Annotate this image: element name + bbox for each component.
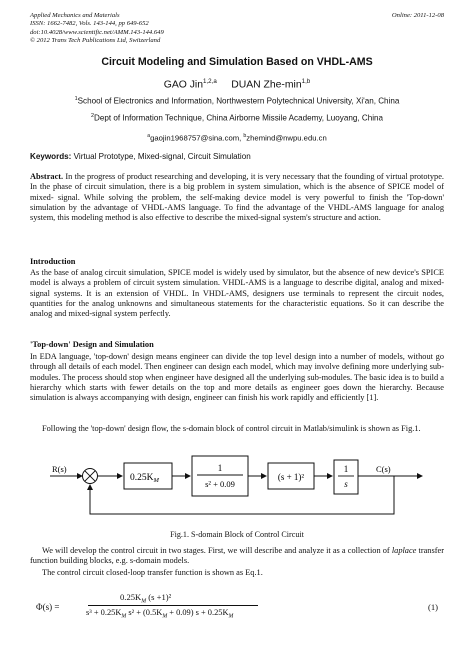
abstract — [30, 172, 444, 223]
topdown-heading: 'Top-down' Design and Simulation — [30, 340, 154, 349]
tf-num: 1 — [217, 463, 223, 473]
intro-heading: Introduction — [30, 257, 76, 266]
block-diagram-svg — [46, 452, 426, 528]
gain-sub: M — [153, 477, 159, 484]
equation-numerator-coef: 0.25K — [120, 592, 142, 602]
author-2: DUAN Zhe-min — [231, 79, 302, 91]
journal-issn: ISSN: 1662-7482, Vols. 143-144, pp 649-652 — [30, 20, 149, 28]
input-label: R(s) — [52, 464, 67, 474]
email-2[interactable]: zhemind@nwpu.edu.cn — [246, 133, 327, 143]
abstract-label: Abstract. — [30, 172, 64, 181]
journal-name: Applied Mechanics and Materials — [30, 12, 120, 19]
equation-den-c: + 0.09) s + 0.25K — [167, 608, 229, 617]
equation-numerator-sub: M — [141, 598, 147, 605]
equation-numerator — [120, 592, 171, 605]
square-label: (s + 1)² — [277, 472, 305, 482]
email-1-sup: a — [147, 133, 151, 139]
author-line — [30, 78, 444, 90]
after-figure-para-1-start: We will develop the control circuit in two stages. First, we will describe and analyze it as a collection of — [42, 546, 392, 555]
keywords-text: Virtual Prototype, Mixed-signal, Circuit Simulation — [73, 152, 251, 161]
affiliation-1-sup: 1 — [74, 96, 78, 102]
figure-caption: Fig.1. S-domain Block of Control Circuit — [170, 530, 304, 539]
abstract-text: In the progress of product researching and developing, it is very necessary that the founding of virtual prototype. In the phase of circuit simulation, there is a big problem in system simulation, which is the absence of SPICE model of mixed- signal. While solving the problem, the self-making device model is very powerful to finish the 'Top-down' simulation by the advantage of VHDL-AMS language. To find the advantage of the VHDL-AMS language for analog system, this modeling method is also effective to describe the mixed-signal system's structure and action. — [30, 172, 444, 223]
equation-lhs: Φ(s) = — [36, 602, 60, 612]
topdown-para-2: Following the 'top-down' design flow, the s-domain block of control circuit in Matlab/simulink is shown as Fig.1. — [42, 424, 421, 433]
tf-den: s² + 0.09 — [205, 479, 235, 489]
email-2-sup: b — [243, 133, 247, 139]
topdown-para-1: In EDA language, 'top-down' design means engineer can divide the top level design into a number of models, without go through all details of each model. Then engineer can design each model, which may involve defining more underlying sub-modules. The process should stop when engineer have designed all the underlying sub-modules. The basic idea is to build a hierarchy which starts with fewer details on the top and more details as engineer goes down the hierarchy. Because simulation is always accompanying with design, engineer can finish his work rapidly and efficiently [1]. — [30, 352, 444, 403]
affiliation-2 — [30, 113, 444, 123]
after-figure-para-2: The control circuit closed-loop transfer function is shown as Eq.1. — [42, 568, 263, 577]
equation-1 — [30, 590, 444, 626]
after-figure-para-1 — [30, 546, 444, 567]
after-figure-para-1-italic: laplace — [391, 546, 417, 555]
affiliation-2-text: Dept of Information Technique, China Airborne Missile Academy, Luoyang, China — [94, 113, 383, 123]
tf-block — [192, 456, 248, 496]
equation-den-c-sub: M — [228, 613, 234, 620]
author-1-sup: 1,2,a — [203, 78, 217, 85]
equation-den-b-sub: M — [162, 613, 168, 620]
journal-header — [30, 12, 444, 46]
journal-copyright: © 2012 Trans Tech Publications Ltd, Switzerland — [30, 37, 161, 45]
keywords-label: Keywords: — [30, 152, 72, 161]
equation-fraction-bar — [88, 605, 258, 606]
journal-doi[interactable]: doi:10.4028/www.scientific.net/AMM.143-144.649 — [30, 28, 164, 36]
author-1: GAO Jin — [163, 79, 203, 91]
integrator-den: s — [344, 479, 348, 489]
affiliation-2-sup: 2 — [91, 113, 94, 119]
affiliation-1-text: School of Electronics and Information, Northwestern Polytechnical University, Xi'an, China — [77, 96, 400, 106]
equation-numerator-tail: (s +1)² — [146, 592, 172, 602]
email-line — [30, 133, 444, 143]
after-figure-para-1-end: transfer function building blocks, e.g. s-domain models. — [30, 546, 444, 566]
paper-title: Circuit Modeling and Simulation Based on VHDL-AMS — [101, 56, 373, 68]
integrator-num: 1 — [343, 464, 349, 474]
author-2-sup: 1,b — [301, 78, 311, 85]
equation-den-a: s³ + 0.25K — [86, 608, 122, 617]
affiliation-1 — [30, 96, 444, 106]
gain-label: 0.25K — [130, 473, 154, 483]
equation-den-b: s² + (0.5K — [126, 608, 163, 617]
equation-den-a-sub: M — [121, 613, 127, 620]
equation-denominator — [86, 608, 233, 620]
keywords — [30, 152, 444, 161]
summing-junction — [83, 469, 98, 484]
output-label: C(s) — [376, 464, 391, 474]
equation-number: (1) — [427, 602, 438, 612]
email-1[interactable]: gaojin1968757@sina.com, — [150, 133, 242, 143]
intro-text: As the base of analog circuit simulation, SPICE model is widely used by simulator, but the absence of new device's SPICE model is always a problem of circuit system simulation. VHDL-AMS is a language to describe digital, analog and mixed-signal systems. It is an extension of VHDL. In VHDL-AMS, designers use terminals to represent the circuit nodes, quantities for the analog unknowns and simultaneous statements for the characteristic equations. So it can describe the analog and mixed-signal system perfectly. — [30, 268, 444, 319]
online-date: Online: 2011-12-08 — [391, 12, 444, 19]
